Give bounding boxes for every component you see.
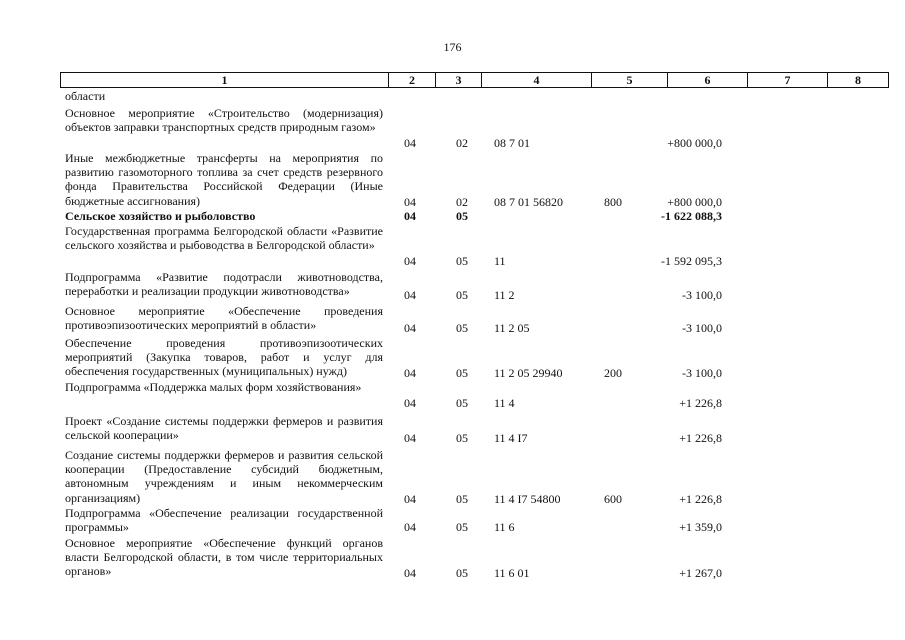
row-section-code: 04 [404, 136, 416, 150]
row-section-code: 04 [404, 321, 416, 335]
row-target-article: 11 6 01 [494, 566, 530, 580]
column-header-table [60, 72, 889, 88]
row-section-code: 04 [404, 431, 416, 445]
row-amount: -1 622 088,3 [661, 209, 722, 223]
row-target-article: 11 2 05 29940 [494, 366, 563, 380]
column-header-7: 7 [748, 73, 828, 88]
row-subsection-code: 05 [456, 321, 468, 335]
row-subsection-code: 02 [456, 136, 468, 150]
row-expense-type: 600 [604, 492, 622, 506]
row-section-code: 04 [404, 195, 416, 209]
row-subsection-code: 05 [456, 366, 468, 380]
row-expense-type: 800 [604, 195, 622, 209]
row-subsection-code: 05 [456, 288, 468, 302]
row-description: Создание системы поддержки фермеров и развития сельской кооперации (Предоставление субсидий бюджетным, автономным учреждениям и иным некоммерческим организациям) [65, 448, 383, 505]
column-header-2: 2 [389, 73, 436, 88]
row-subsection-code: 05 [456, 566, 468, 580]
row-target-article: 08 7 01 56820 [494, 195, 563, 209]
row-target-article: 11 6 [494, 520, 515, 534]
column-header-1: 1 [61, 73, 389, 88]
row-amount: -3 100,0 [682, 321, 722, 335]
row-description: области [65, 89, 106, 103]
row-section-code: 04 [404, 492, 416, 506]
row-target-article: 08 7 01 [494, 136, 530, 150]
row-description: Проект «Создание системы поддержки фермеров и развития сельской кооперации» [65, 414, 383, 443]
row-description: Обеспечение проведения противоэпизоотических мероприятий (Закупка товаров, работ и услуг для обеспечения государственных (муниципальных) нужд) [65, 336, 383, 379]
row-target-article: 11 4 I7 54800 [494, 492, 561, 506]
row-section-code: 04 [404, 366, 416, 380]
row-section-code: 04 [404, 288, 416, 302]
row-section-code: 04 [404, 396, 416, 410]
row-expense-type: 200 [604, 366, 622, 380]
row-amount: +800 000,0 [667, 136, 722, 150]
page-number: 176 [443, 40, 462, 54]
row-amount: -1 592 095,3 [661, 254, 722, 268]
row-description: Основное мероприятие «Обеспечение проведения противоэпизоотических мероприятий в области» [65, 304, 383, 333]
row-description: Сельское хозяйство и рыболовство [65, 209, 256, 223]
row-target-article: 11 4 I7 [494, 431, 528, 445]
row-subsection-code: 05 [456, 520, 468, 534]
row-description: Подпрограмма «Обеспечение реализации государственной программы» [65, 506, 383, 535]
row-target-article: 11 [494, 254, 506, 268]
row-description: Иные межбюджетные трансферты на мероприятия по развитию газомоторного топлива за счет средств резервного фонда Правительства Российской Федерации (Иные бюджетные ассигнования) [65, 151, 383, 208]
row-section-code: 04 [404, 520, 416, 534]
row-description: Основное мероприятие «Строительство (модернизация) объектов заправки транспортных средств природным газом» [65, 106, 383, 135]
row-amount: +1 226,8 [679, 396, 722, 410]
column-header-8: 8 [828, 73, 889, 88]
column-header-5: 5 [592, 73, 668, 88]
row-amount: +1 226,8 [679, 431, 722, 445]
row-amount: +800 000,0 [667, 195, 722, 209]
column-header-6: 6 [668, 73, 748, 88]
row-description: Подпрограмма «Развитие подотрасли животноводства, переработки и реализации продукции животноводства» [65, 270, 383, 299]
row-description: Подпрограмма «Поддержка малых форм хозяйствования» [65, 380, 362, 394]
row-description: Основное мероприятие «Обеспечение функций органов власти Белгородской области, в том числе территориальных органов» [65, 536, 383, 579]
row-subsection-code: 05 [456, 431, 468, 445]
row-section-code: 04 [404, 209, 416, 223]
column-header-4: 4 [482, 73, 592, 88]
row-subsection-code: 02 [456, 195, 468, 209]
row-subsection-code: 05 [456, 492, 468, 506]
row-section-code: 04 [404, 254, 416, 268]
row-target-article: 11 2 [494, 288, 515, 302]
row-section-code: 04 [404, 566, 416, 580]
row-amount: +1 267,0 [679, 566, 722, 580]
row-subsection-code: 05 [456, 254, 468, 268]
row-description: Государственная программа Белгородской области «Развитие сельского хозяйства и рыбоводства в Белгородской области» [65, 224, 383, 253]
row-subsection-code: 05 [456, 209, 468, 223]
row-amount: -3 100,0 [682, 366, 722, 380]
column-header-3: 3 [436, 73, 482, 88]
row-subsection-code: 05 [456, 396, 468, 410]
row-amount: +1 226,8 [679, 492, 722, 506]
row-target-article: 11 4 [494, 396, 515, 410]
row-amount: -3 100,0 [682, 288, 722, 302]
row-amount: +1 359,0 [679, 520, 722, 534]
row-target-article: 11 2 05 [494, 321, 530, 335]
